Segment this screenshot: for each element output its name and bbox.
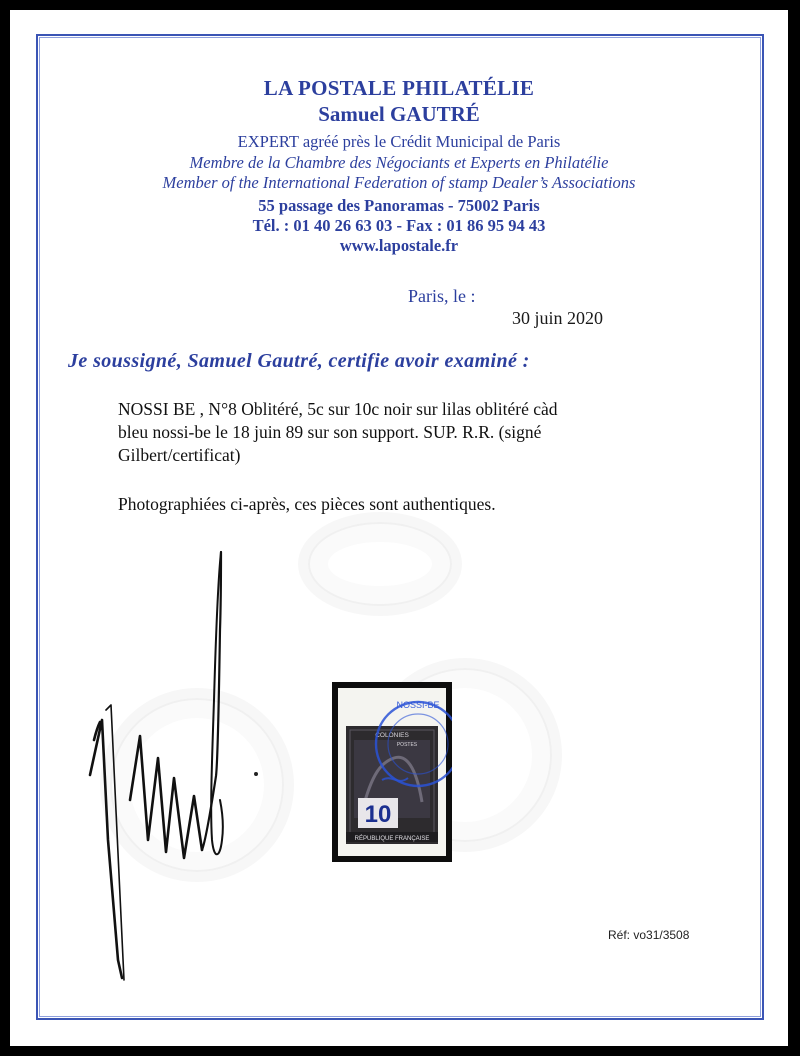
stamp-bottom-text: RÉPUBLIQUE FRANÇAISE [354, 836, 430, 842]
company-name: LA POSTALE PHILATÉLIE [263, 76, 535, 100]
stamp-photo [332, 682, 452, 862]
address: 55 passage des Panoramas - 75002 Paris [258, 196, 540, 215]
description-line-1: NOSSI BE , N°8 Oblitéré, 5c sur 10c noir sur lilas oblitéré càd [118, 399, 558, 419]
stamp-value: 10 [364, 801, 392, 828]
embossed-seal-top [308, 522, 452, 606]
membership-english: Member of the International Federation of stamp Dealer’s Associations [162, 173, 636, 192]
item-description [118, 398, 678, 467]
certificate-date: 30 juin 2020 [512, 308, 604, 328]
stamp-image [332, 682, 452, 862]
website: www.lapostale.fr [339, 236, 459, 255]
reference-number: Réf: vo31/3508 [608, 928, 690, 942]
certification-statement: Je soussigné, Samuel Gautré, certifie avoir examiné : [68, 350, 530, 372]
stamp-top-text: COLONIES [375, 732, 409, 739]
description-line-3: Gilbert/certificat) [118, 445, 241, 465]
membership-french: Membre de la Chambre des Négociants et Experts en Philatélie [189, 153, 609, 172]
signature-icon [78, 540, 258, 990]
cancel-text: NOSSI-BE [396, 700, 440, 710]
phone-fax: Tél. : 01 40 26 63 03 - Fax : 01 86 95 94 43 [252, 216, 546, 235]
authenticity-statement: Photographiées ci-après, ces pièces sont authentiques. [118, 494, 496, 514]
description-line-2: bleu nossi-be le 18 juin 89 sur son support. SUP. R.R. (signé [118, 422, 542, 442]
place-label: Paris, le : [408, 286, 476, 306]
expert-credential: EXPERT agréé près le Crédit Municipal de Paris [237, 132, 561, 151]
expert-name: Samuel GAUTRÉ [318, 102, 480, 126]
stamp-sub-text: POSTES [396, 742, 418, 748]
certificate-page [10, 10, 788, 1046]
